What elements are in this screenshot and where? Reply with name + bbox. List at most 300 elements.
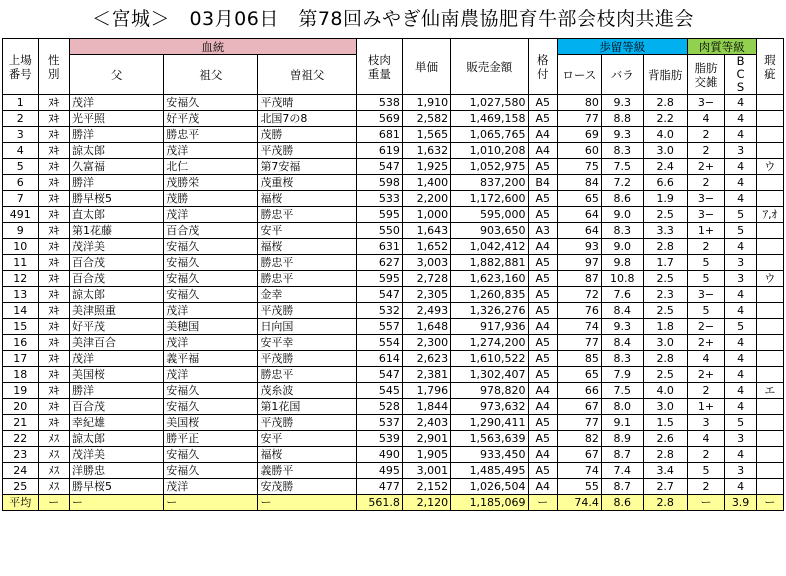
cell-carcass-weight: 545 bbox=[356, 383, 402, 399]
cell-grandfather: 好平茂 bbox=[164, 111, 258, 127]
cell-bcs: 4 bbox=[725, 479, 756, 495]
cell-marbling: 4 bbox=[687, 351, 725, 367]
cell-bcs: 4 bbox=[725, 287, 756, 303]
cell-bcs: 5 bbox=[725, 207, 756, 223]
cell-sales-amount: 903,650 bbox=[451, 223, 528, 239]
cell-marbling: 2 bbox=[687, 383, 725, 399]
cell-grandfather: 安福久 bbox=[164, 239, 258, 255]
cell-marbling: 3− bbox=[687, 207, 725, 223]
table-row bbox=[3, 319, 784, 335]
avg-grandfather: ー bbox=[164, 495, 258, 511]
cell-carcass-weight: 598 bbox=[356, 175, 402, 191]
cell-entry-no: 12 bbox=[3, 271, 39, 287]
cell-rib: 9.8 bbox=[601, 255, 643, 271]
cell-great-grandfather: 福桜 bbox=[258, 239, 356, 255]
header-bcs: B C S bbox=[725, 55, 756, 95]
cell-sex: ﾒｽ bbox=[38, 447, 69, 463]
cell-carcass-weight: 557 bbox=[356, 319, 402, 335]
cell-marbling: 4 bbox=[687, 111, 725, 127]
cell-back-fat: 2.5 bbox=[643, 207, 687, 223]
cell-grandfather: 安福久 bbox=[164, 447, 258, 463]
cell-sex: ﾇｷ bbox=[38, 159, 69, 175]
cell-unit-price: 2,623 bbox=[402, 351, 450, 367]
cell-grade: B4 bbox=[528, 175, 557, 191]
cell-sales-amount: 837,200 bbox=[451, 175, 528, 191]
cell-marbling: 4 bbox=[687, 431, 725, 447]
cell-grandfather: 安福久 bbox=[164, 255, 258, 271]
cell-back-fat: 3.3 bbox=[643, 223, 687, 239]
cell-rib: 8.8 bbox=[601, 111, 643, 127]
cell-father: 諒太郎 bbox=[70, 143, 164, 159]
cell-grade: A5 bbox=[528, 191, 557, 207]
avg-back-fat: 2.8 bbox=[643, 495, 687, 511]
cell-marbling: 5 bbox=[687, 271, 725, 287]
cell-grade: A5 bbox=[528, 351, 557, 367]
cell-sex: ﾇｷ bbox=[38, 175, 69, 191]
cell-grandfather: 北仁 bbox=[164, 159, 258, 175]
cell-rib: 7.5 bbox=[601, 383, 643, 399]
cell-unit-price: 1,925 bbox=[402, 159, 450, 175]
cell-father: 第1花藤 bbox=[70, 223, 164, 239]
cell-great-grandfather: 第1花国 bbox=[258, 399, 356, 415]
cell-loin: 80 bbox=[557, 95, 601, 111]
cell-back-fat: 2.4 bbox=[643, 159, 687, 175]
cell-bcs: 5 bbox=[725, 415, 756, 431]
cell-carcass-weight: 547 bbox=[356, 159, 402, 175]
table-row bbox=[3, 399, 784, 415]
cell-bcs: 4 bbox=[725, 159, 756, 175]
cell-rib: 9.3 bbox=[601, 95, 643, 111]
cell-grandfather: 美穂国 bbox=[164, 319, 258, 335]
cell-bcs: 3 bbox=[725, 463, 756, 479]
cell-sales-amount: 917,936 bbox=[451, 319, 528, 335]
cell-entry-no: 2 bbox=[3, 111, 39, 127]
table-row bbox=[3, 335, 784, 351]
cell-rib: 7.6 bbox=[601, 287, 643, 303]
cell-unit-price: 1,796 bbox=[402, 383, 450, 399]
cell-grade: A4 bbox=[528, 399, 557, 415]
cell-father: 百合茂 bbox=[70, 255, 164, 271]
cell-entry-no: 6 bbox=[3, 175, 39, 191]
cell-sex: ﾇｷ bbox=[38, 367, 69, 383]
header-rib: バラ bbox=[601, 55, 643, 95]
cell-rib: 7.9 bbox=[601, 367, 643, 383]
cell-great-grandfather: 平茂勝 bbox=[258, 143, 356, 159]
cell-unit-price: 2,403 bbox=[402, 415, 450, 431]
avg-great-grandfather: ー bbox=[258, 495, 356, 511]
cell-unit-price: 1,565 bbox=[402, 127, 450, 143]
cell-grade: A5 bbox=[528, 287, 557, 303]
cell-sales-amount: 595,000 bbox=[451, 207, 528, 223]
table-header bbox=[3, 39, 784, 95]
cell-sex: ﾇｷ bbox=[38, 319, 69, 335]
cell-sex: ﾇｷ bbox=[38, 335, 69, 351]
cell-sales-amount: 1,010,208 bbox=[451, 143, 528, 159]
cell-sales-amount: 1,302,407 bbox=[451, 367, 528, 383]
cell-grade: A5 bbox=[528, 415, 557, 431]
cell-loin: 87 bbox=[557, 271, 601, 287]
cell-back-fat: 2.8 bbox=[643, 351, 687, 367]
cell-grade: A5 bbox=[528, 431, 557, 447]
cell-father: 勝洋 bbox=[70, 383, 164, 399]
cell-loin: 75 bbox=[557, 159, 601, 175]
cell-father: 百合茂 bbox=[70, 399, 164, 415]
cell-carcass-weight: 532 bbox=[356, 303, 402, 319]
cell-grandfather: 茂洋 bbox=[164, 479, 258, 495]
header-entry-no: 上場 番号 bbox=[3, 39, 39, 95]
cell-unit-price: 2,901 bbox=[402, 431, 450, 447]
cell-back-fat: 2.5 bbox=[643, 303, 687, 319]
cell-rib: 7.5 bbox=[601, 159, 643, 175]
cell-rib: 9.1 bbox=[601, 415, 643, 431]
cell-rib: 8.3 bbox=[601, 223, 643, 239]
cell-defect bbox=[756, 111, 783, 127]
cell-rib: 8.6 bbox=[601, 191, 643, 207]
cell-grandfather: 勝平正 bbox=[164, 431, 258, 447]
cell-marbling: 2+ bbox=[687, 367, 725, 383]
cell-grade: A5 bbox=[528, 303, 557, 319]
cell-grandfather: 茂洋 bbox=[164, 143, 258, 159]
cell-rib: 8.3 bbox=[601, 143, 643, 159]
cell-marbling: 2 bbox=[687, 143, 725, 159]
cell-entry-no: 10 bbox=[3, 239, 39, 255]
cell-rib: 7.2 bbox=[601, 175, 643, 191]
cell-sales-amount: 1,052,975 bbox=[451, 159, 528, 175]
cell-unit-price: 2,305 bbox=[402, 287, 450, 303]
cell-marbling: 2+ bbox=[687, 335, 725, 351]
table-row bbox=[3, 159, 784, 175]
avg-rib: 8.6 bbox=[601, 495, 643, 511]
header-great-grandfather: 曽祖父 bbox=[258, 55, 356, 95]
cell-entry-no: 20 bbox=[3, 399, 39, 415]
cell-great-grandfather: 茂勝 bbox=[258, 127, 356, 143]
header-bloodline: 血統 bbox=[70, 39, 357, 55]
cell-loin: 76 bbox=[557, 303, 601, 319]
cell-great-grandfather: 日向国 bbox=[258, 319, 356, 335]
cell-marbling: 2+ bbox=[687, 159, 725, 175]
cell-entry-no: 11 bbox=[3, 255, 39, 271]
cell-defect bbox=[756, 303, 783, 319]
cell-back-fat: 2.8 bbox=[643, 239, 687, 255]
header-grade: 格 付 bbox=[528, 39, 557, 95]
cell-back-fat: 2.7 bbox=[643, 479, 687, 495]
cell-great-grandfather: 福桜 bbox=[258, 447, 356, 463]
cell-carcass-weight: 533 bbox=[356, 191, 402, 207]
cell-father: 茂洋美 bbox=[70, 447, 164, 463]
cell-sales-amount: 1,563,639 bbox=[451, 431, 528, 447]
cell-grandfather: 義平福 bbox=[164, 351, 258, 367]
cell-unit-price: 2,381 bbox=[402, 367, 450, 383]
cell-rib: 8.7 bbox=[601, 447, 643, 463]
cell-sex: ﾇｷ bbox=[38, 415, 69, 431]
cell-unit-price: 1,648 bbox=[402, 319, 450, 335]
cell-grade: A4 bbox=[528, 479, 557, 495]
cell-grade: A4 bbox=[528, 239, 557, 255]
cell-defect bbox=[756, 399, 783, 415]
table-row bbox=[3, 447, 784, 463]
cell-sales-amount: 1,274,200 bbox=[451, 335, 528, 351]
cell-bcs: 3 bbox=[725, 143, 756, 159]
cell-rib: 9.0 bbox=[601, 239, 643, 255]
cell-loin: 66 bbox=[557, 383, 601, 399]
cell-loin: 64 bbox=[557, 223, 601, 239]
cell-loin: 77 bbox=[557, 111, 601, 127]
cell-carcass-weight: 538 bbox=[356, 95, 402, 111]
cell-great-grandfather: 勝忠平 bbox=[258, 207, 356, 223]
avg-grade: ー bbox=[528, 495, 557, 511]
table-row bbox=[3, 175, 784, 191]
cell-unit-price: 2,300 bbox=[402, 335, 450, 351]
cell-marbling: 3− bbox=[687, 191, 725, 207]
cell-grandfather: 安福久 bbox=[164, 287, 258, 303]
cell-carcass-weight: 554 bbox=[356, 335, 402, 351]
cell-loin: 67 bbox=[557, 447, 601, 463]
cell-defect bbox=[756, 239, 783, 255]
table-row bbox=[3, 303, 784, 319]
avg-sales-amount: 1,185,069 bbox=[451, 495, 528, 511]
cell-loin: 97 bbox=[557, 255, 601, 271]
cell-entry-no: 17 bbox=[3, 351, 39, 367]
cell-father: 幸紀雄 bbox=[70, 415, 164, 431]
cell-defect bbox=[756, 191, 783, 207]
cell-loin: 65 bbox=[557, 191, 601, 207]
cell-grade: A5 bbox=[528, 271, 557, 287]
cell-sex: ﾒｽ bbox=[38, 463, 69, 479]
cell-marbling: 5 bbox=[687, 463, 725, 479]
cell-grade: A4 bbox=[528, 447, 557, 463]
cell-loin: 60 bbox=[557, 143, 601, 159]
cell-entry-no: 3 bbox=[3, 127, 39, 143]
cell-entry-no: 25 bbox=[3, 479, 39, 495]
cell-father: 美津照重 bbox=[70, 303, 164, 319]
cell-defect bbox=[756, 351, 783, 367]
cell-carcass-weight: 614 bbox=[356, 351, 402, 367]
avg-unit-price: 2,120 bbox=[402, 495, 450, 511]
cell-entry-no: 491 bbox=[3, 207, 39, 223]
cell-marbling: 2− bbox=[687, 319, 725, 335]
cell-back-fat: 3.0 bbox=[643, 335, 687, 351]
cell-grade: A5 bbox=[528, 111, 557, 127]
cell-father: 直太郎 bbox=[70, 207, 164, 223]
cell-father: 茂洋 bbox=[70, 351, 164, 367]
cell-grandfather: 安福久 bbox=[164, 95, 258, 111]
cell-rib: 8.4 bbox=[601, 335, 643, 351]
cell-entry-no: 22 bbox=[3, 431, 39, 447]
cell-entry-no: 16 bbox=[3, 335, 39, 351]
cell-entry-no: 1 bbox=[3, 95, 39, 111]
cell-back-fat: 1.9 bbox=[643, 191, 687, 207]
cell-bcs: 4 bbox=[725, 111, 756, 127]
cell-sales-amount: 1,027,580 bbox=[451, 95, 528, 111]
cell-great-grandfather: 平茂勝 bbox=[258, 415, 356, 431]
average-row bbox=[3, 495, 784, 511]
header-meat-quality: 肉質等級 bbox=[687, 39, 756, 55]
cell-bcs: 4 bbox=[725, 335, 756, 351]
cell-sex: ﾇｷ bbox=[38, 239, 69, 255]
cell-carcass-weight: 490 bbox=[356, 447, 402, 463]
avg-father: ー bbox=[70, 495, 164, 511]
cell-carcass-weight: 477 bbox=[356, 479, 402, 495]
cell-defect: ウ bbox=[756, 271, 783, 287]
cell-sales-amount: 1,260,835 bbox=[451, 287, 528, 303]
cell-loin: 93 bbox=[557, 239, 601, 255]
cell-father: 洋勝忠 bbox=[70, 463, 164, 479]
cell-great-grandfather: 勝忠平 bbox=[258, 367, 356, 383]
cell-sales-amount: 1,485,495 bbox=[451, 463, 528, 479]
cell-sex: ﾇｷ bbox=[38, 207, 69, 223]
cell-loin: 55 bbox=[557, 479, 601, 495]
table-row bbox=[3, 351, 784, 367]
cell-rib: 7.4 bbox=[601, 463, 643, 479]
cell-great-grandfather: 平茂勝 bbox=[258, 303, 356, 319]
avg-sex: ー bbox=[38, 495, 69, 511]
cell-grandfather: 茂洋 bbox=[164, 367, 258, 383]
cell-grandfather: 茂洋 bbox=[164, 335, 258, 351]
cell-rib: 8.9 bbox=[601, 431, 643, 447]
cell-back-fat: 2.5 bbox=[643, 271, 687, 287]
cell-great-grandfather: 平茂勝 bbox=[258, 351, 356, 367]
table-row bbox=[3, 111, 784, 127]
cell-unit-price: 2,200 bbox=[402, 191, 450, 207]
cell-grade: A5 bbox=[528, 95, 557, 111]
cell-sales-amount: 973,632 bbox=[451, 399, 528, 415]
cell-grandfather: 勝忠平 bbox=[164, 127, 258, 143]
cell-loin: 74 bbox=[557, 319, 601, 335]
header-unit-price: 単価 bbox=[402, 39, 450, 95]
cell-bcs: 4 bbox=[725, 399, 756, 415]
cell-sex: ﾇｷ bbox=[38, 287, 69, 303]
avg-label: 平均 bbox=[3, 495, 39, 511]
cell-grade: A5 bbox=[528, 335, 557, 351]
cell-back-fat: 2.2 bbox=[643, 111, 687, 127]
cell-sex: ﾇｷ bbox=[38, 383, 69, 399]
cell-marbling: 3− bbox=[687, 95, 725, 111]
cell-great-grandfather: 茂糸波 bbox=[258, 383, 356, 399]
avg-carcass-weight: 561.8 bbox=[356, 495, 402, 511]
cell-great-grandfather: 安平 bbox=[258, 223, 356, 239]
cell-marbling: 2 bbox=[687, 479, 725, 495]
cell-entry-no: 14 bbox=[3, 303, 39, 319]
cell-back-fat: 2.8 bbox=[643, 95, 687, 111]
cell-sales-amount: 1,290,411 bbox=[451, 415, 528, 431]
cell-loin: 77 bbox=[557, 335, 601, 351]
cell-back-fat: 6.6 bbox=[643, 175, 687, 191]
cell-father: 茂洋 bbox=[70, 95, 164, 111]
cell-bcs: 5 bbox=[725, 319, 756, 335]
cell-carcass-weight: 595 bbox=[356, 207, 402, 223]
cell-defect bbox=[756, 127, 783, 143]
cell-carcass-weight: 550 bbox=[356, 223, 402, 239]
cell-rib: 9.3 bbox=[601, 127, 643, 143]
cell-sex: ﾇｷ bbox=[38, 271, 69, 287]
cell-grandfather: 茂洋 bbox=[164, 207, 258, 223]
cell-defect bbox=[756, 95, 783, 111]
cell-great-grandfather: 勝忠平 bbox=[258, 255, 356, 271]
cell-sales-amount: 1,623,160 bbox=[451, 271, 528, 287]
cell-carcass-weight: 619 bbox=[356, 143, 402, 159]
cell-sex: ﾇｷ bbox=[38, 255, 69, 271]
header-sales-amount: 販売金額 bbox=[451, 39, 528, 95]
cell-carcass-weight: 528 bbox=[356, 399, 402, 415]
cell-bcs: 4 bbox=[725, 191, 756, 207]
cell-father: 勝洋 bbox=[70, 175, 164, 191]
table-row bbox=[3, 463, 784, 479]
cell-unit-price: 1,000 bbox=[402, 207, 450, 223]
cell-grandfather: 茂勝 bbox=[164, 191, 258, 207]
cell-great-grandfather: 安平幸 bbox=[258, 335, 356, 351]
cell-entry-no: 5 bbox=[3, 159, 39, 175]
cell-rib: 8.3 bbox=[601, 351, 643, 367]
cell-father: 美津百合 bbox=[70, 335, 164, 351]
cell-marbling: 3− bbox=[687, 287, 725, 303]
cell-sales-amount: 978,820 bbox=[451, 383, 528, 399]
cell-sales-amount: 1,026,504 bbox=[451, 479, 528, 495]
cell-grade: A5 bbox=[528, 207, 557, 223]
cell-sex: ﾇｷ bbox=[38, 351, 69, 367]
cell-marbling: 2 bbox=[687, 127, 725, 143]
cell-loin: 82 bbox=[557, 431, 601, 447]
cell-unit-price: 1,400 bbox=[402, 175, 450, 191]
cell-sex: ﾇｷ bbox=[38, 191, 69, 207]
cell-back-fat: 2.3 bbox=[643, 287, 687, 303]
cell-great-grandfather: 勝忠平 bbox=[258, 271, 356, 287]
cell-father: 勝早桜5 bbox=[70, 479, 164, 495]
cell-carcass-weight: 595 bbox=[356, 271, 402, 287]
cell-father: 光平照 bbox=[70, 111, 164, 127]
cell-back-fat: 1.5 bbox=[643, 415, 687, 431]
avg-marbling: ー bbox=[687, 495, 725, 511]
cell-carcass-weight: 547 bbox=[356, 287, 402, 303]
cell-sex: ﾇｷ bbox=[38, 127, 69, 143]
cell-marbling: 1+ bbox=[687, 399, 725, 415]
cell-back-fat: 3.4 bbox=[643, 463, 687, 479]
cell-rib: 10.8 bbox=[601, 271, 643, 287]
cell-carcass-weight: 547 bbox=[356, 367, 402, 383]
cell-entry-no: 15 bbox=[3, 319, 39, 335]
cell-grandfather: 百合茂 bbox=[164, 223, 258, 239]
cell-defect bbox=[756, 255, 783, 271]
table-row bbox=[3, 255, 784, 271]
cell-sales-amount: 1,469,158 bbox=[451, 111, 528, 127]
cell-back-fat: 1.8 bbox=[643, 319, 687, 335]
cell-grade: A4 bbox=[528, 143, 557, 159]
cell-grandfather: 美国桜 bbox=[164, 415, 258, 431]
cell-back-fat: 2.6 bbox=[643, 431, 687, 447]
cell-unit-price: 1,643 bbox=[402, 223, 450, 239]
cell-great-grandfather: 第7安福 bbox=[258, 159, 356, 175]
cell-father: 諒太郎 bbox=[70, 287, 164, 303]
header-sex: 性 別 bbox=[38, 39, 69, 95]
cell-unit-price: 1,905 bbox=[402, 447, 450, 463]
cell-marbling: 3 bbox=[687, 415, 725, 431]
cell-grandfather: 茂洋 bbox=[164, 303, 258, 319]
table-row bbox=[3, 95, 784, 111]
cell-unit-price: 1,632 bbox=[402, 143, 450, 159]
cell-defect bbox=[756, 431, 783, 447]
cell-great-grandfather: 安平 bbox=[258, 431, 356, 447]
cell-unit-price: 2,152 bbox=[402, 479, 450, 495]
cell-sex: ﾇｷ bbox=[38, 143, 69, 159]
cell-bcs: 3 bbox=[725, 271, 756, 287]
cell-great-grandfather: 平茂晴 bbox=[258, 95, 356, 111]
cell-sex: ﾒｽ bbox=[38, 479, 69, 495]
cell-sex: ﾇｷ bbox=[38, 223, 69, 239]
cell-loin: 74 bbox=[557, 463, 601, 479]
cell-father: 勝早桜5 bbox=[70, 191, 164, 207]
cell-grandfather: 安福久 bbox=[164, 383, 258, 399]
cell-unit-price: 1,910 bbox=[402, 95, 450, 111]
cell-grade: A4 bbox=[528, 383, 557, 399]
